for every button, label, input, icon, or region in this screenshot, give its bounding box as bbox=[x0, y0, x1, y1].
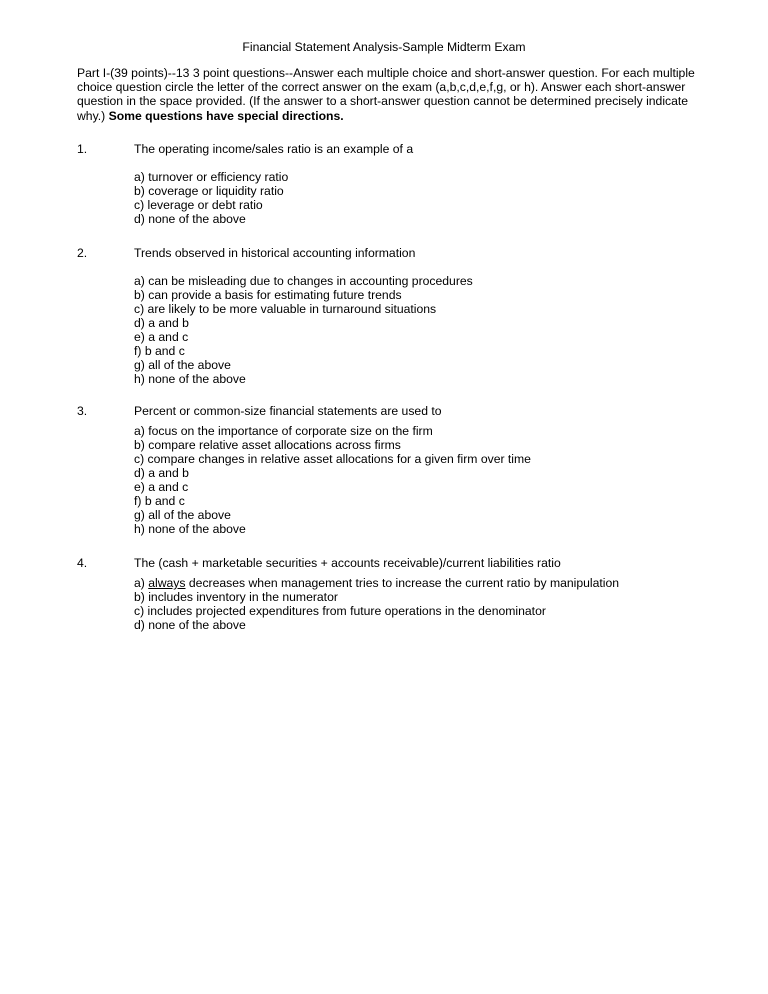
answer-options bbox=[134, 274, 694, 386]
question-stem: The (cash + marketable securities + accounts receivable)/current liabilities ratio bbox=[134, 556, 561, 570]
answer-option-g[interactable]: g) all of the above bbox=[134, 358, 231, 372]
instructions-text: Part I-(39 points)--13 3 point questions--Answer each multiple choice and short-answer question. For each multiple choice question circle the letter of the correct answer on the exam (a,b,c,d,e,f,g, or h). Answer each short-answer question in the space provided. (If the answer to a short-answer question cannot be determined precisely indicate why.) bbox=[77, 66, 695, 123]
answer-options bbox=[134, 170, 694, 226]
answer-options bbox=[134, 424, 694, 536]
option-a-rest: decreases when management tries to increase the current ratio by manipulation bbox=[185, 576, 620, 590]
page-title: Financial Statement Analysis-Sample Midterm Exam bbox=[242, 40, 526, 54]
instructions-special-directions: Some questions have special directions. bbox=[108, 108, 344, 123]
answer-option-a[interactable] bbox=[134, 576, 694, 590]
question-stem: The operating income/sales ratio is an example of a bbox=[134, 142, 414, 156]
answer-option-c[interactable]: c) includes projected expenditures from future operations in the denominator bbox=[134, 604, 546, 618]
answer-option-h[interactable]: h) none of the above bbox=[134, 372, 246, 386]
question-stem: Percent or common-size financial statements are used to bbox=[134, 404, 442, 418]
answer-option-e[interactable]: e) a and c bbox=[134, 480, 189, 494]
answer-option-g[interactable]: g) all of the above bbox=[134, 508, 231, 522]
option-a-prefix: a) bbox=[134, 576, 149, 590]
answer-option-d[interactable]: d) a and b bbox=[134, 466, 189, 480]
answer-option-d[interactable]: d) none of the above bbox=[134, 212, 246, 226]
answer-option-b[interactable]: b) can provide a basis for estimating future trends bbox=[134, 288, 402, 302]
answer-option-f[interactable]: f) b and c bbox=[134, 344, 185, 358]
exam-instructions bbox=[77, 66, 697, 123]
question-number: 4. bbox=[77, 556, 88, 570]
question-number: 3. bbox=[77, 404, 88, 418]
answer-option-b[interactable]: b) includes inventory in the numerator bbox=[134, 590, 338, 604]
answer-option-c[interactable]: c) leverage or debt ratio bbox=[134, 198, 263, 212]
answer-option-a[interactable]: a) can be misleading due to changes in accounting procedures bbox=[134, 274, 473, 288]
answer-option-c[interactable]: c) are likely to be more valuable in turnaround situations bbox=[134, 302, 437, 316]
question-number: 2. bbox=[77, 246, 88, 260]
answer-option-e[interactable]: e) a and c bbox=[134, 330, 189, 344]
answer-option-b[interactable]: b) coverage or liquidity ratio bbox=[134, 184, 284, 198]
question-number: 1. bbox=[77, 142, 88, 156]
answer-option-a[interactable]: a) focus on the importance of corporate size on the firm bbox=[134, 424, 433, 438]
option-a-emphasis: always bbox=[148, 576, 186, 590]
answer-option-b[interactable]: b) compare relative asset allocations across firms bbox=[134, 438, 401, 452]
answer-option-c[interactable]: c) compare changes in relative asset allocations for a given firm over time bbox=[134, 452, 531, 466]
answer-option-f[interactable]: f) b and c bbox=[134, 494, 185, 508]
question-stem: Trends observed in historical accounting information bbox=[134, 246, 416, 260]
answer-option-h[interactable]: h) none of the above bbox=[134, 522, 246, 536]
answer-option-d[interactable]: d) a and b bbox=[134, 316, 189, 330]
answer-option-a[interactable]: a) turnover or efficiency ratio bbox=[134, 170, 289, 184]
answer-options bbox=[134, 576, 694, 632]
answer-option-d[interactable]: d) none of the above bbox=[134, 618, 246, 632]
